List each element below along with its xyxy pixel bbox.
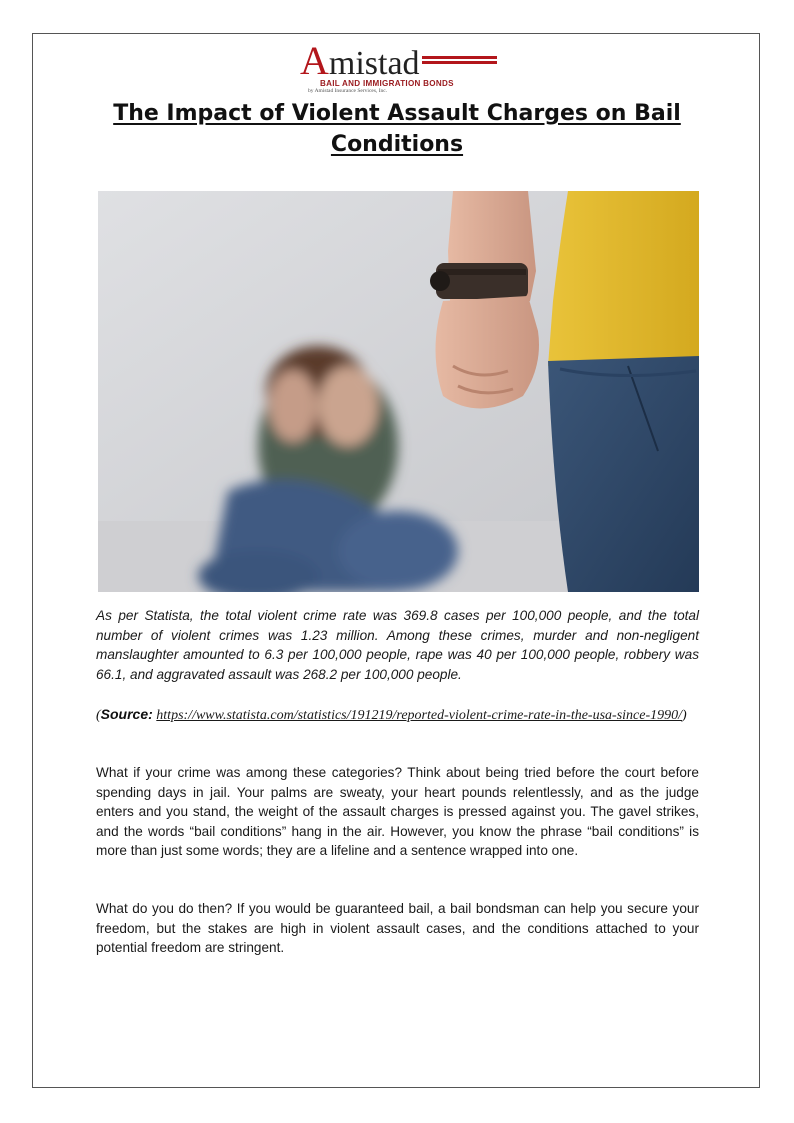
company-logo[interactable]: [300, 38, 500, 94]
hero-image: [98, 191, 699, 592]
page-title: The Impact of Violent Assault Charges on Bail Conditions: [113, 101, 681, 157]
source-label: Source:: [100, 706, 153, 722]
logo-subtitle: BAIL AND IMMIGRATION BONDS: [320, 78, 454, 88]
source-citation: (Source: https://www.statista.com/statistics/191219/reported-violent-crime-rate-in-the-usa-since-1990/): [96, 706, 687, 723]
logo-tagline: by Amistad Insurance Services, Inc.: [308, 88, 388, 94]
photo-assault-scene-icon: [98, 191, 699, 592]
source-link[interactable]: https://www.statista.com/statistics/191219/reported-violent-crime-rate-in-the-usa-since-1990/: [156, 708, 683, 723]
next-step-paragraph: What do you do then? If you would be guaranteed bail, a bail bondsman can help you secure your freedom, but the stakes are high in violent assault cases, and the conditions attached to your potential freedom are stringent.: [96, 901, 699, 956]
scenario-paragraph: What if your crime was among these categories? Think about being tried before the court before spending days in jail. Your palms are sweaty, your heart pounds relentlessly, and as the judge enters and you stand, the weight of the assault charges is pressed against you. The gavel strikes, and the words “bail conditions” hang in the air. However, you know the phrase “bail conditions” is more than just some words; they are a lifeline and a sentence wrapped into one.: [96, 765, 699, 859]
stats-paragraph: As per Statista, the total violent crime rate was 369.8 cases per 100,000 people, and the total number of violent crimes was 1.23 million. Among these crimes, murder and non-negligent manslaughter amounted to 6.3 per 100,000 people, rape was 40 per 100,000 people, robbery was 66.1, and aggravated assault was 268.2 per 100,000 people.: [96, 608, 699, 682]
logo-wordmark: Amistad: [300, 38, 420, 83]
logo-bars: [422, 56, 497, 64]
